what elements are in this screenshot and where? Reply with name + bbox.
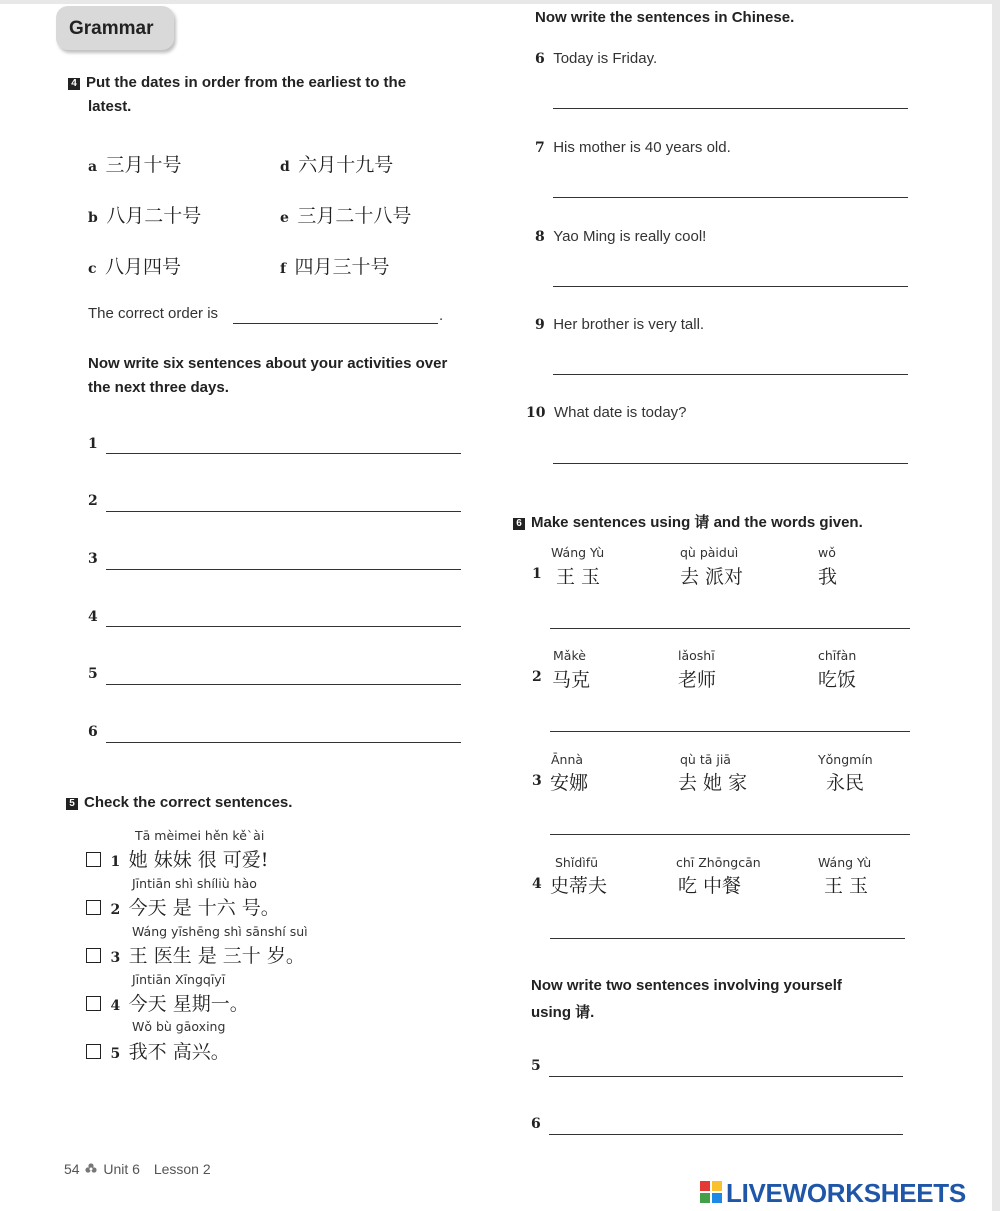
correct-order-period: . [439,307,444,324]
activities-heading-line2: the next three days. [88,379,229,396]
checkbox[interactable] [86,996,101,1011]
ex6-item-number: 3 [532,773,542,789]
date-letter: a [88,159,98,175]
translate-sentence: Her brother is very tall. [553,316,705,333]
activity-number: 5 [88,666,98,682]
checkbox[interactable] [86,900,101,915]
liveworksheets-icon [700,1181,722,1203]
activity-number: 3 [88,551,98,567]
translate-number: 9 [535,317,545,333]
activity-number: 6 [88,724,98,740]
exercise-5-heading-text: Check the correct sentences. [84,794,293,811]
translate-answer-line-7[interactable] [553,197,908,198]
word-pinyin: Ānnà [551,752,584,767]
exercise-4-instruction [68,74,406,91]
yourself-heading-line2: using 请. [531,1004,595,1021]
exercise-5-heading [66,794,292,811]
page-right-edge [992,0,1000,1211]
translate-sentence: Yao Ming is really cool! [553,228,707,245]
word-pinyin: qù tā jiā [680,752,731,767]
date-letter: e [280,210,289,226]
sentence-chinese: 今天 星期一。 [128,993,249,1015]
word-chinese: 史蒂夫 [550,875,608,897]
translate-sentence: His mother is 40 years old. [553,139,731,156]
sentence-chinese: 今天 是 十六 号。 [128,897,280,919]
ex6-answer-line-1[interactable] [550,628,910,629]
translate-number: 6 [535,51,545,67]
checkbox[interactable] [86,1044,101,1059]
yourself-heading-line1: Now write two sentences involving yourself [531,977,842,994]
flower-icon [85,1162,97,1174]
date-text: 三月二十八号 [297,205,412,227]
sentence-pinyin: Jīntiān Xīngqīyī [132,972,226,987]
date-item-a [88,150,182,177]
liveworksheets-text: LIVEWORKSHEETS [726,1178,966,1208]
translate-answer-line-6[interactable] [553,108,908,109]
check-item-number: 2 [110,902,121,918]
word-pinyin: chī Zhōngcān [676,855,761,870]
ex6-item-number: 2 [532,669,542,685]
lesson-label: Lesson 2 [153,1161,211,1177]
translate-heading: Now write the sentences in Chinese. [535,9,795,26]
activities-heading-line1: Now write six sentences about your activities over [88,355,448,372]
translate-sentence: Today is Friday. [553,50,658,67]
translate-item-10 [526,404,687,422]
word-chinese: 马克 [552,669,591,691]
ex6-item-number: 1 [532,566,542,582]
exercise-6-number: 6 [513,518,525,530]
yourself-number: 5 [531,1058,541,1074]
checkbox[interactable] [86,852,101,867]
exercise-5-number: 5 [66,798,78,810]
translate-item-9 [535,316,704,334]
check-item-4 [86,989,249,1016]
word-chinese: 吃 中餐 [678,875,742,897]
check-item-number: 1 [110,854,121,870]
word-chinese: 老师 [678,669,717,691]
date-item-c [88,252,181,279]
date-letter: b [88,210,98,226]
word-chinese: 吃饭 [818,669,857,691]
activity-number: 4 [88,609,98,625]
activity-answer-line-2[interactable] [106,511,461,512]
exercise-4-instruction-line1: Put the dates in order from the earliest to the [86,74,407,91]
word-chinese: 安娜 [550,772,589,794]
activity-number: 1 [88,436,98,452]
word-pinyin: Wáng Yù [551,545,605,560]
word-chinese: 去 她 家 [678,772,748,794]
date-item-e [280,201,411,228]
exercise-4-number: 4 [68,78,80,90]
sentence-pinyin: Jīntiān shì shíliù hào [132,876,257,891]
word-chinese: 我 [818,566,838,588]
ex6-item-number: 4 [532,876,542,892]
activity-number: 2 [88,493,98,509]
grammar-tab [56,6,174,50]
check-item-2 [86,893,280,920]
page-number: 54 [64,1161,80,1177]
ex6-answer-line-4[interactable] [550,938,905,939]
ex6-answer-line-3[interactable] [550,834,910,835]
translate-answer-line-10[interactable] [553,463,908,464]
translate-number: 8 [535,229,545,245]
activity-answer-line-5[interactable] [106,684,461,685]
date-text: 四月三十号 [294,256,390,278]
date-letter: f [280,261,287,277]
word-chinese: 去 派对 [680,566,744,588]
activity-answer-line-3[interactable] [106,569,461,570]
exercise-6-heading-text: Make sentences using 请 and the words given. [531,514,863,531]
date-text: 八月四号 [104,256,181,278]
grammar-tab-label: Grammar [69,18,154,39]
correct-order-label: The correct order is [88,305,219,322]
sentence-pinyin: Wáng yīshēng shì sānshí suì [132,924,308,939]
date-letter: c [88,261,97,277]
translate-number: 7 [535,140,545,156]
word-chinese: 王 玉 [824,875,869,897]
date-text: 三月十号 [105,154,182,176]
translate-item-8 [535,228,706,246]
yourself-number: 6 [531,1116,541,1132]
word-pinyin: Mǎkè [553,648,586,663]
exercise-4-instruction-line2: latest. [88,98,132,115]
date-letter: d [280,159,290,175]
unit-label: Unit 6 [103,1161,140,1177]
activity-answer-line-6[interactable] [106,742,461,743]
word-pinyin: qù pàiduì [680,545,739,560]
check-item-1 [86,845,268,872]
yourself-answer-line-6[interactable] [549,1134,903,1135]
translate-answer-line-8[interactable] [553,286,908,287]
date-text: 八月二十号 [106,205,202,227]
sentence-pinyin: Tā mèimei hěn kě`ài [135,828,265,843]
sentence-chinese: 她 妹妹 很 可爱! [128,849,269,871]
word-chinese: 永民 [826,772,865,794]
date-item-f [280,252,390,279]
translate-number: 10 [526,405,546,421]
check-item-3 [86,941,305,968]
translate-sentence: What date is today? [553,404,687,421]
word-pinyin: wǒ [818,545,836,560]
exercise-6-heading [513,511,863,532]
check-item-number: 3 [110,950,121,966]
activity-answer-line-4[interactable] [106,626,461,627]
word-chinese: 王 玉 [556,566,601,588]
check-item-number: 5 [110,1046,121,1062]
check-item-5 [86,1037,230,1064]
word-pinyin: lǎoshī [678,648,715,663]
activity-answer-line-1[interactable] [106,453,461,454]
word-pinyin: chīfàn [818,648,857,663]
date-item-d [280,150,393,177]
page-top-edge [0,0,1000,4]
yourself-answer-line-5[interactable] [549,1076,903,1077]
correct-order-answer-line[interactable] [233,323,438,324]
translate-item-6 [535,50,657,68]
date-text: 六月十九号 [298,154,394,176]
word-pinyin: Shǐdìfū [555,855,599,870]
word-pinyin: Wáng Yù [818,855,872,870]
ex6-answer-line-2[interactable] [550,731,910,732]
check-item-number: 4 [110,998,121,1014]
word-pinyin: Yǒngmín [818,752,873,767]
translate-answer-line-9[interactable] [553,374,908,375]
translate-item-7 [535,139,731,157]
sentence-chinese: 王 医生 是 三十 岁。 [128,945,305,967]
page-footer [64,1161,211,1177]
sentence-pinyin: Wǒ bù gāoxing [132,1019,226,1034]
date-item-b [88,201,201,228]
sentence-chinese: 我不 高兴。 [128,1041,230,1063]
checkbox[interactable] [86,948,101,963]
